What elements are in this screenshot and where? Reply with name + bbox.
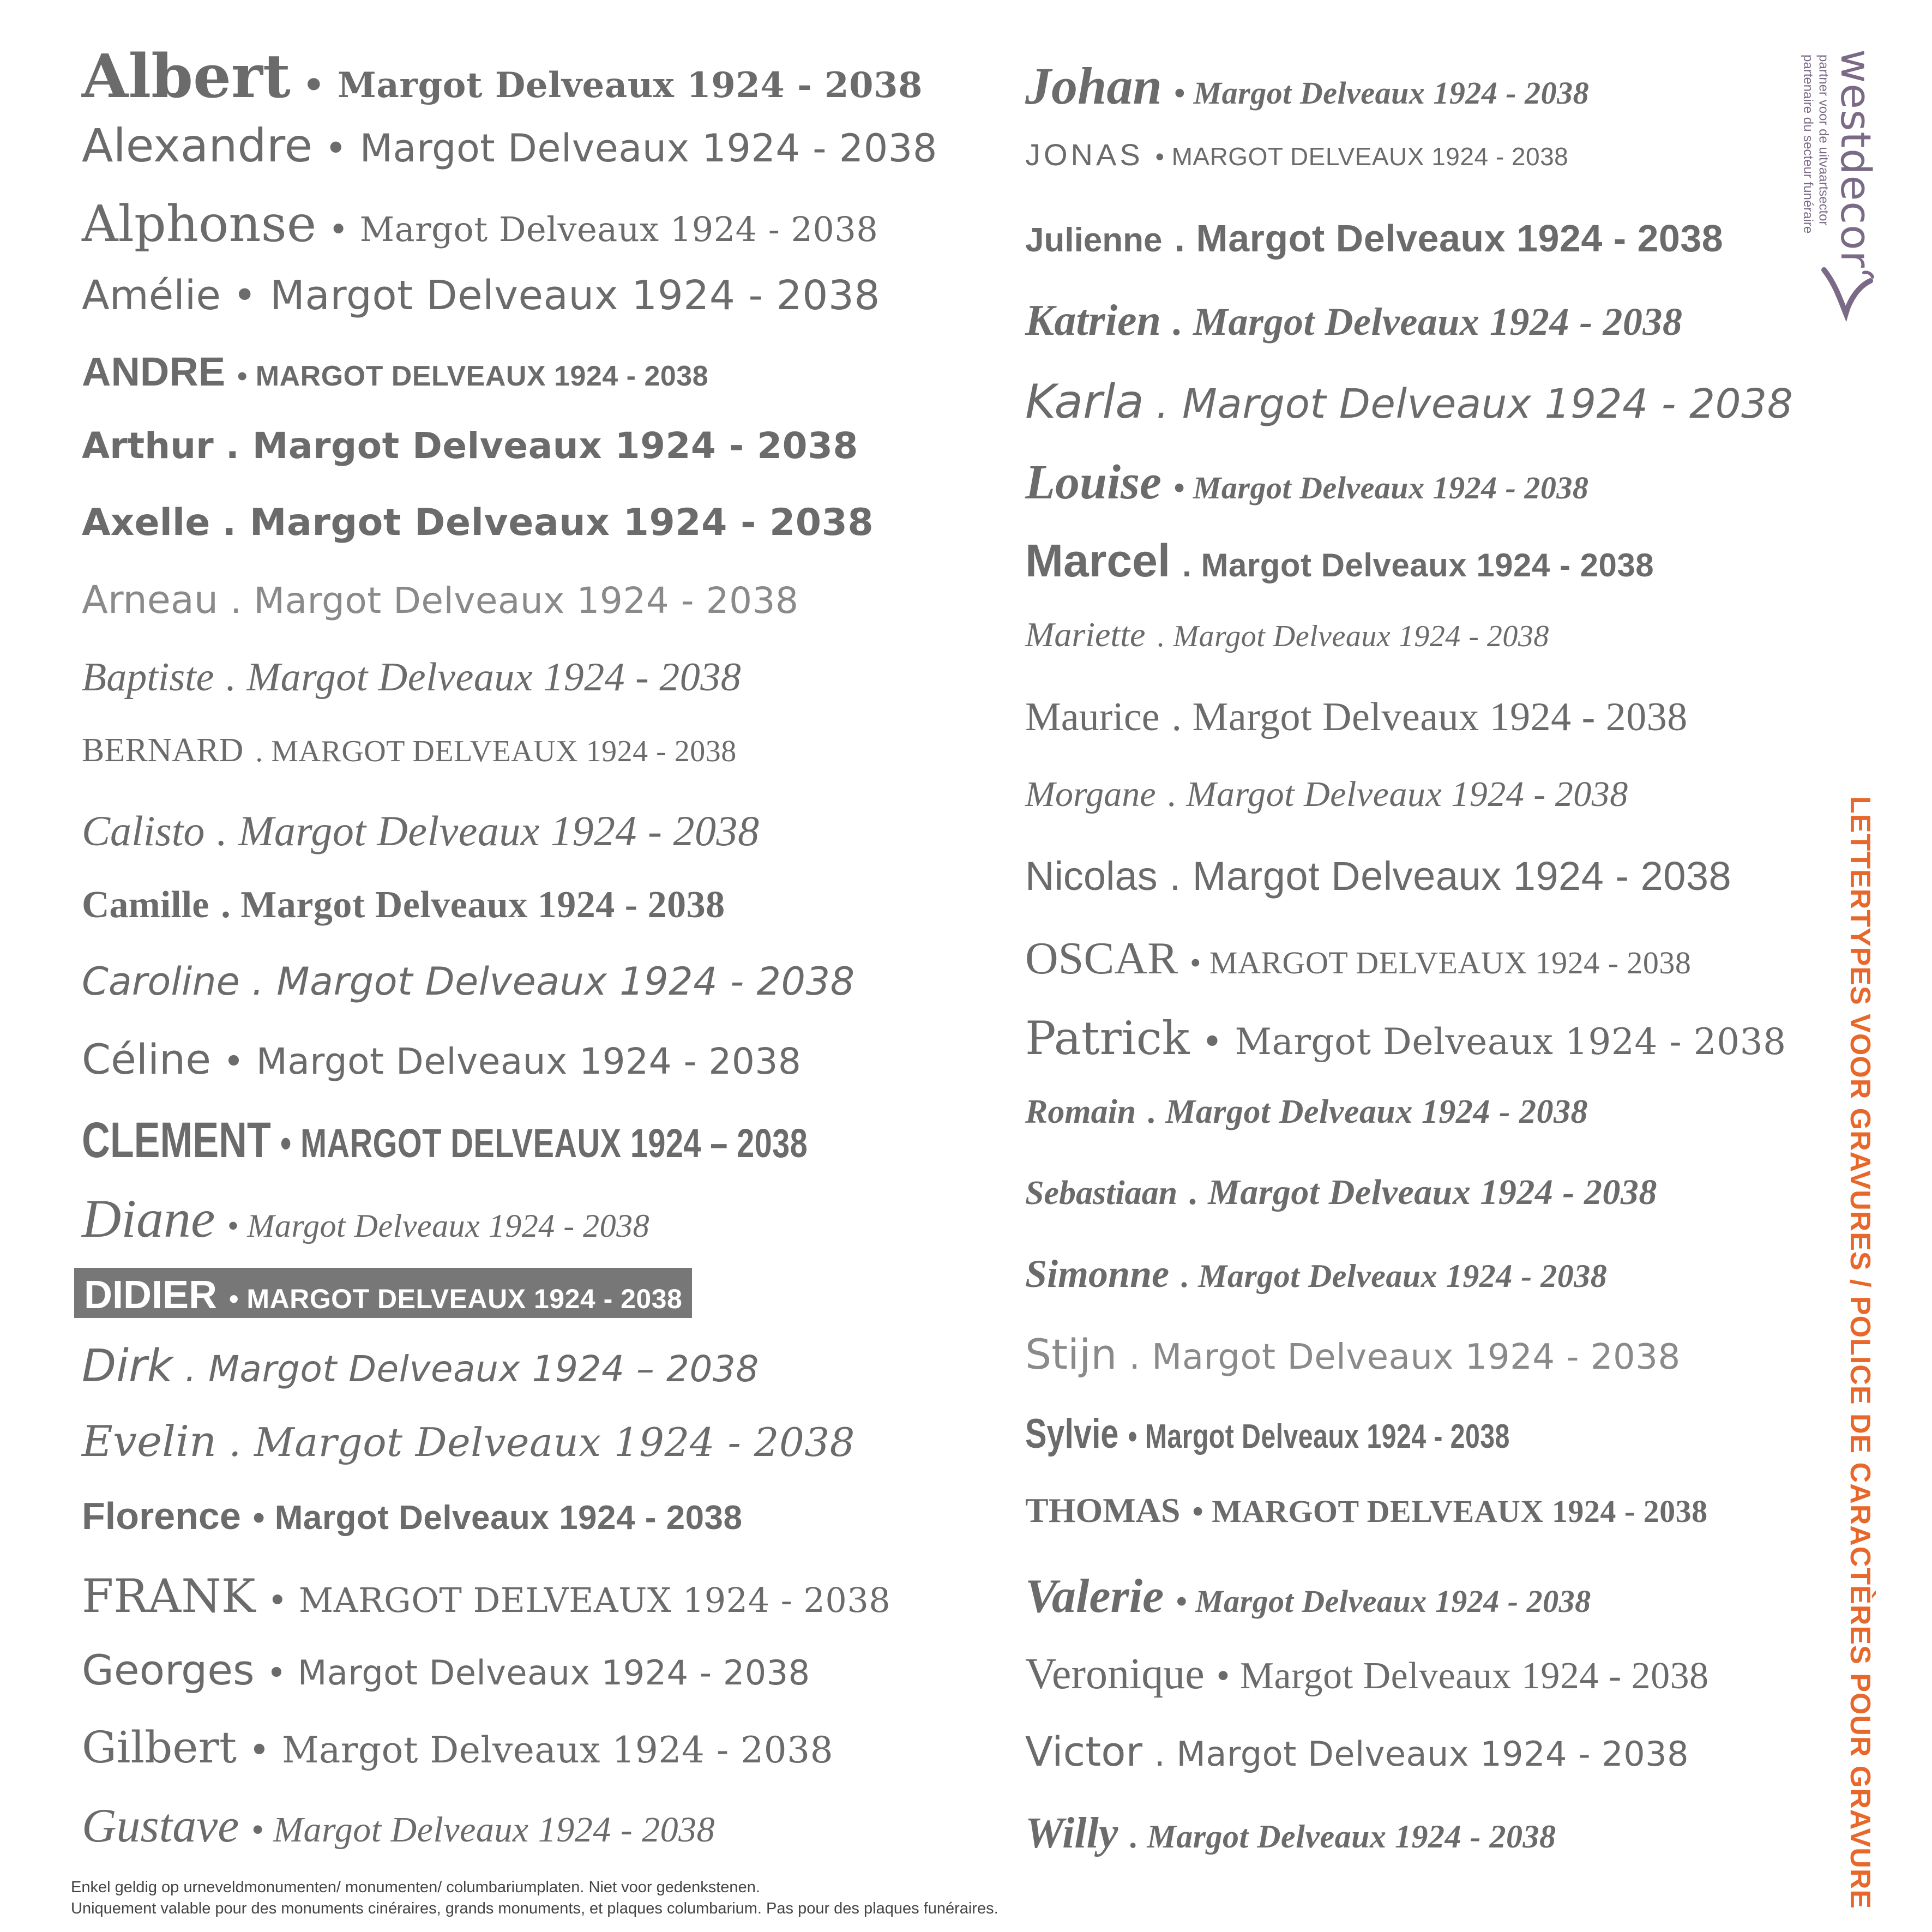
font-sample-text: . Margot Delveaux 1924 - 2038: [1169, 853, 1732, 899]
brand-tagline: [1799, 55, 1831, 233]
font-sample-text: • Margot Delveaux 1924 - 2038: [324, 126, 937, 171]
font-sample-name: THOMAS: [1025, 1491, 1181, 1530]
font-sample-name: Alexandre: [82, 119, 313, 172]
font-sample-name: Victor: [1025, 1729, 1142, 1775]
font-sample-text: . Margot Delveaux 1924 - 2038: [1174, 217, 1724, 260]
font-sample-name: Alphonse: [82, 195, 317, 253]
font-sample-text: . Margot Delveaux 1924 - 2038: [251, 959, 855, 1004]
font-sample-text: . Margot Delveaux 1924 - 2038: [216, 807, 760, 854]
font-sample-name: Arneau: [82, 577, 219, 622]
side-title: LETTERTYPES VOOR GRAVURES / POLICE DE CARACTÈRES POUR GRAVURE: [1844, 796, 1876, 1910]
font-sample-name: Calisto: [82, 807, 205, 854]
font-sample-text: • Margot Delveaux 1924 - 2038: [302, 65, 923, 106]
font-sample-name: Morgane: [1025, 774, 1156, 814]
font-sample-text: • MARGOT DELVEAUX 1924 - 2038: [1192, 1494, 1708, 1529]
font-sample-row: [1025, 57, 1590, 115]
font-sample-row: [1025, 1330, 1681, 1379]
font-sample-row: [1025, 1172, 1657, 1212]
font-sample-row: [82, 1646, 810, 1694]
font-sample-row: [1025, 137, 1569, 172]
font-sample-name: Mariette: [1025, 615, 1146, 654]
font-sample-row: [82, 119, 937, 172]
brand-swoosh-icon: [1816, 262, 1876, 322]
font-sample-row: [1025, 1252, 1608, 1296]
font-sample-name: Diane: [82, 1188, 215, 1249]
font-sample-name: Evelin: [82, 1417, 217, 1466]
font-sample-row: [82, 1569, 891, 1623]
font-sample-row: [82, 1417, 855, 1466]
font-sample-name: Patrick: [1025, 1012, 1190, 1065]
font-sample-row: [82, 807, 760, 854]
font-sample-text: . Margot Delveaux 1924 - 2038: [230, 580, 799, 622]
font-sample-row: [1025, 297, 1683, 345]
font-sample-row: [1025, 933, 1692, 984]
font-sample-name: Simonne: [1025, 1252, 1170, 1296]
font-sample-name: OSCAR: [1025, 933, 1178, 984]
font-sample-text: • Margot Delveaux 1924 - 2038: [232, 272, 881, 319]
footer-note-fr: Uniquement valable pour des monuments cinéraires, grands monuments, et plaques columbarium. Pas pour des plaques funéraires.: [71, 1900, 998, 1918]
font-sample-text: • MARGOT DELVEAUX 1924 - 2038: [229, 1284, 683, 1314]
font-sample-row: [1025, 1012, 1786, 1065]
font-sample-text: . Margot Delveaux 1924 - 2038: [228, 1419, 855, 1465]
font-sample-text: • Margot Delveaux 1924 - 2038: [1176, 1584, 1591, 1619]
font-sample-text: . Margot Delveaux 1924 - 2038: [222, 501, 874, 544]
font-sample-name: CLEMENT: [82, 1112, 271, 1168]
font-sample-row: [82, 501, 874, 544]
font-sample-row: [82, 195, 878, 253]
font-sample-name: Louise: [1025, 455, 1162, 509]
font-sample-text: . Margot Delveaux 1924 - 2038: [1148, 1093, 1588, 1130]
font-sample-name: FRANK: [82, 1569, 256, 1623]
font-sample-name: Caroline: [82, 959, 240, 1004]
font-sample-text: • Margot Delveaux 1924 - 2038: [249, 1729, 834, 1771]
font-sample-text: • Margot Delveaux 1924 - 2038: [266, 1653, 810, 1693]
font-sample-row: [1025, 455, 1589, 509]
font-sample-row: [82, 1112, 808, 1168]
font-sample-name: Marcel: [1025, 535, 1171, 586]
font-sample-text: • Margot Delveaux 1924 - 2038: [328, 209, 878, 249]
font-sample-row: [1025, 375, 1793, 429]
font-sample-text: • MARGOT DELVEAUX 1924 - 2038: [1190, 945, 1692, 980]
font-sample-text: • Margot Delveaux 1924 - 2038: [1128, 1418, 1510, 1455]
font-sample-text: • Margot Delveaux 1924 - 2038: [222, 1040, 802, 1082]
font-sample-name: Gilbert: [82, 1722, 237, 1773]
font-sample-name: Veronique: [1025, 1650, 1205, 1698]
font-sample-row: [1025, 1570, 1591, 1623]
font-sample-name: JONAS: [1025, 137, 1143, 172]
font-sample-name: Willy: [1025, 1809, 1118, 1857]
font-sample-name: Sylvie: [1025, 1411, 1119, 1457]
font-sample-text: . Margot Delveaux 1924 - 2038: [1129, 1337, 1681, 1377]
font-sample-row: [1025, 535, 1654, 586]
font-sample-row: [1025, 774, 1628, 814]
font-sample-row: [1025, 1729, 1689, 1775]
font-sample-name: BERNARD: [82, 732, 244, 769]
font-sample-row: [82, 886, 725, 924]
font-sample-row: [82, 577, 799, 622]
font-sample-text: . Margot Delveaux 1924 - 2038: [1157, 619, 1549, 653]
font-sample-row: [1025, 1095, 1588, 1129]
font-sample-name: Maurice: [1025, 695, 1160, 739]
footer-note: [71, 1877, 1652, 1919]
font-sample-name: DIDIER: [84, 1273, 218, 1317]
font-sample-text: . Margot Delveaux 1924 - 2038: [1171, 695, 1688, 739]
font-sample-text: . Margot Delveaux 1924 - 2038: [225, 425, 858, 467]
footer-note-nl: Enkel geldig op urneveldmonumenten/ monumenten/ columbariumplaten. Niet voor gedenkstenen.: [71, 1879, 760, 1896]
font-sample-row: [82, 959, 855, 1004]
font-sample-name: Romain: [1025, 1093, 1136, 1130]
font-sample-name: Nicolas: [1025, 853, 1158, 899]
font-sample-name: Amélie: [82, 272, 221, 319]
font-sample-name: Karla: [1025, 375, 1144, 429]
font-sample-name: Sebastiaan: [1025, 1175, 1178, 1212]
font-sample-name: Valerie: [1025, 1570, 1164, 1623]
font-sample-row: [82, 1035, 802, 1084]
font-sample-text: • MARGOT DELVEAUX 1924 - 2038: [237, 360, 709, 392]
font-sample-row: [82, 1722, 834, 1773]
font-sample-text: • Margot Delveaux 1924 - 2038: [252, 1499, 743, 1537]
font-sample-name: Albert: [82, 41, 291, 111]
brand-tagline-fr: partenaire du secteur funéraire: [1800, 55, 1815, 234]
font-sample-name: Katrien: [1025, 297, 1161, 345]
font-sample-text: • Margot Delveaux 1924 - 2038: [251, 1810, 715, 1850]
font-sample-text: . Margot Delveaux 1924 - 2038: [1130, 1819, 1556, 1855]
brand-tagline-nl: partner voor de uitvaartsector: [1816, 55, 1831, 226]
font-sample-row: [82, 272, 881, 319]
font-sample-row: [1025, 1652, 1709, 1696]
font-sample-text: . Margot Delveaux 1924 – 2038: [185, 1348, 759, 1390]
font-sample-row: [1025, 697, 1688, 737]
font-sample-text: . Margot Delveaux 1924 - 2038: [1182, 547, 1654, 583]
font-sample-row: [1025, 1493, 1708, 1528]
font-sample-name: Johan: [1025, 57, 1162, 115]
font-sample-text: • Margot Delveaux 1924 - 2038: [1216, 1655, 1709, 1697]
font-sample-name: Camille: [82, 884, 209, 926]
font-sample-text: • MARGOT DELVEAUX 1924 – 2038: [280, 1121, 808, 1166]
font-sample-row: [74, 1268, 692, 1318]
font-sample-row: [82, 425, 858, 467]
font-sample-text: . Margot Delveaux 1924 - 2038: [1172, 300, 1683, 344]
font-sample-name: Florence: [82, 1495, 241, 1537]
font-sample-text: . Margot Delveaux 1924 - 2038: [1155, 381, 1793, 428]
font-sample-text: . Margot Delveaux 1924 - 2038: [221, 884, 725, 926]
font-sample-row: [82, 1497, 743, 1535]
font-sample-row: [1025, 1413, 1510, 1455]
font-sample-row: [82, 655, 742, 700]
font-sample-text: . Margot Delveaux 1924 - 2038: [1167, 774, 1628, 814]
font-sample-row: [82, 1340, 759, 1392]
font-sample-text: . MARGOT DELVEAUX 1924 - 2038: [255, 735, 737, 768]
font-sample-name: Julienne: [1025, 221, 1163, 259]
font-sample-text: . Margot Delveaux 1924 - 2038: [1154, 1734, 1689, 1774]
brand-name: westdecor: [1832, 49, 1880, 268]
font-sample-name: ANDRE: [82, 349, 226, 394]
font-sample-row: [82, 349, 709, 394]
font-sample-row: [82, 1188, 650, 1249]
font-sample-name: Céline: [82, 1035, 211, 1084]
font-sample-row: [1025, 1811, 1556, 1855]
font-sample-name: Arthur: [82, 425, 214, 467]
font-sample-name: Axelle: [82, 501, 210, 544]
font-sample-row: [82, 733, 737, 767]
font-sample-row: [82, 1799, 715, 1852]
font-sample-row: [82, 41, 923, 111]
font-sample-text: • MARGOT DELVEAUX 1924 - 2038: [267, 1580, 891, 1620]
font-sample-name: Stijn: [1025, 1330, 1117, 1379]
font-sample-text: • MARGOT DELVEAUX 1924 - 2038: [1155, 142, 1569, 171]
font-sample-name: Baptiste: [82, 655, 214, 700]
font-sample-text: • Margot Delveaux 1924 - 2038: [227, 1208, 650, 1244]
font-sample-text: • Margot Delveaux 1924 - 2038: [1173, 470, 1589, 505]
font-sample-name: Dirk: [82, 1340, 173, 1392]
font-sample-row: [1025, 217, 1724, 260]
font-sample-text: . Margot Delveaux 1924 - 2038: [1181, 1258, 1608, 1294]
font-sample-name: Georges: [82, 1646, 255, 1694]
font-sample-row: [1025, 853, 1732, 899]
font-sample-text: . Margot Delveaux 1924 - 2038: [226, 655, 742, 700]
font-sample-text: • Margot Delveaux 1924 - 2038: [1201, 1021, 1786, 1063]
font-sample-text: . Margot Delveaux 1924 - 2038: [1189, 1172, 1657, 1212]
font-sample-row: [1025, 617, 1549, 652]
font-sample-text: • Margot Delveaux 1924 - 2038: [1173, 75, 1590, 111]
font-sample-name: Gustave: [82, 1799, 239, 1852]
